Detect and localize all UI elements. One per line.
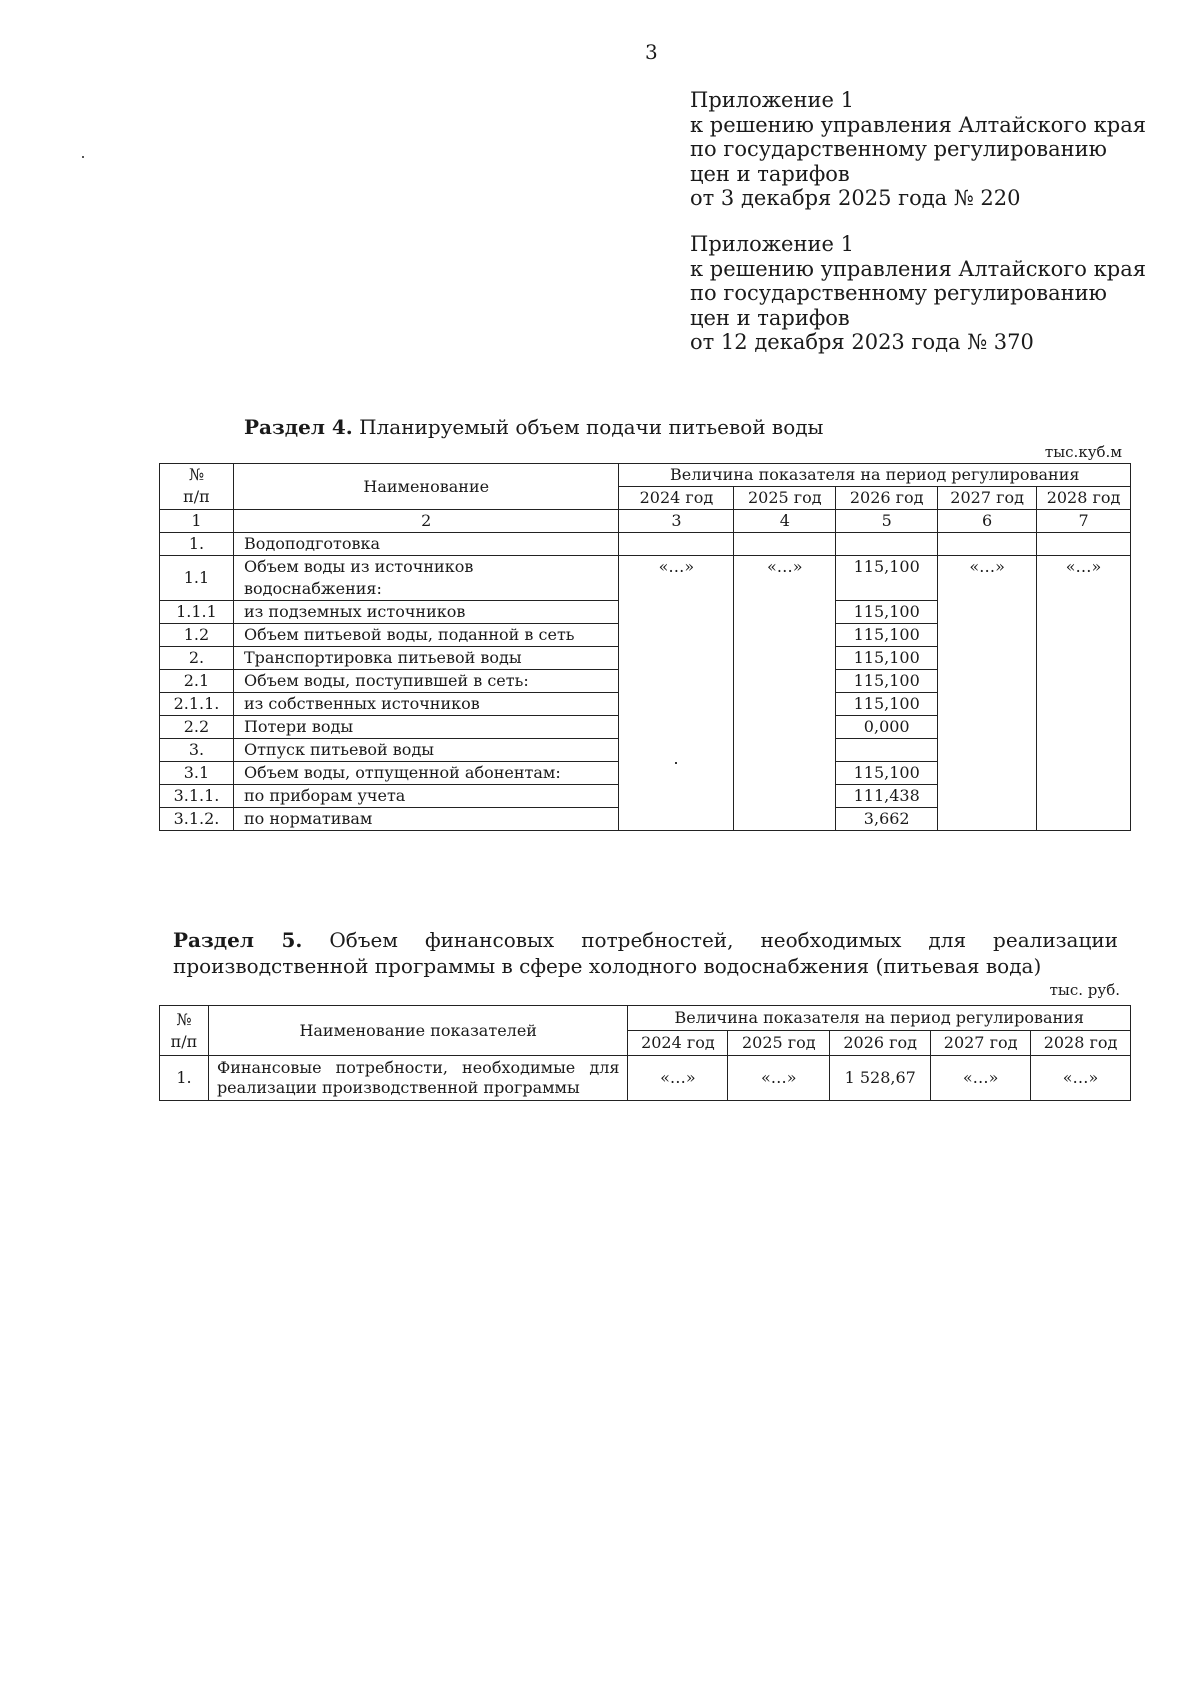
value-cell: «…» <box>628 1056 728 1101</box>
row-num: 1.1 <box>160 556 234 601</box>
page-number: 3 <box>645 40 658 64</box>
row-name: по приборам учета <box>233 785 619 808</box>
appendix-line: Приложение 1 <box>690 88 854 112</box>
row-num: 3.1 <box>160 762 234 785</box>
scan-speck <box>675 762 677 764</box>
appendix-line: к решению управления Алтайского края <box>690 256 1146 281</box>
section5-units: тыс. руб. <box>1049 981 1120 999</box>
header-period: Величина показателя на период регулирования <box>619 464 1131 487</box>
row-num: 2.2 <box>160 716 234 739</box>
appendix-line: цен и тарифов <box>690 305 850 330</box>
row-name: из собственных источников <box>233 693 619 716</box>
row-name: из подземных источников <box>233 601 619 624</box>
value-cell: «…» <box>1031 1056 1131 1101</box>
section5-title-line1-text: Объем финансовых потребностей, необходимых для реализации <box>302 928 1119 952</box>
value-cell: 1 528,67 <box>830 1056 931 1101</box>
value-2028: «…» <box>1065 557 1102 576</box>
col-number: 1 <box>160 510 234 533</box>
value-2026: 115,100 <box>836 601 938 624</box>
section5-title-line2: производственной программы в сфере холодного водоснабжения (питьевая вода) <box>173 954 1042 978</box>
section5-title <box>173 927 1118 979</box>
col-number: 4 <box>734 510 836 533</box>
section4-title-text: Планируемый объем подачи питьевой воды <box>352 415 824 439</box>
value-cell <box>836 533 938 556</box>
row-name: Транспортировка питьевой воды <box>233 647 619 670</box>
header-period: Величина показателя на период регулирования <box>628 1006 1131 1031</box>
value-2024: «…» <box>658 557 695 576</box>
value-2026: 0,000 <box>836 716 938 739</box>
value-cell <box>619 533 734 556</box>
value-2027: «…» <box>969 557 1005 576</box>
header-year: 2024 год <box>628 1031 728 1056</box>
row-name: по нормативам <box>233 808 619 831</box>
row-num: 1.1.1 <box>160 601 234 624</box>
header-year: 2025 год <box>728 1031 830 1056</box>
header-num <box>160 1006 209 1056</box>
appendix-line: по государственному регулированию <box>690 281 1107 305</box>
header-num-line1: № <box>188 465 205 484</box>
row-name: Финансовые потребности, необходимые для реализации производственной программы <box>208 1056 628 1101</box>
value-2027-merged <box>938 556 1037 831</box>
row-num: 3.1.2. <box>160 808 234 831</box>
value-2026: 115,100 <box>836 693 938 716</box>
row-name-line1: Объем воды из источников <box>243 557 474 576</box>
value-cell <box>734 533 836 556</box>
header-year: 2028 год <box>1037 487 1131 510</box>
value-2026: 115,100 <box>836 762 938 785</box>
row-name: Объем питьевой воды, поданной в сеть <box>233 624 619 647</box>
section4-title <box>244 414 823 440</box>
section5-title-bold: Раздел 5. <box>173 928 303 952</box>
row-name: Потери воды <box>233 716 619 739</box>
header-num-line2: п/п <box>170 1031 198 1051</box>
row-num: 2.1.1. <box>160 693 234 716</box>
col-number: 2 <box>233 510 619 533</box>
col-number: 5 <box>836 510 938 533</box>
section4-units: тыс.куб.м <box>1044 443 1122 461</box>
header-num <box>160 464 234 510</box>
col-number: 6 <box>938 510 1037 533</box>
row-name: Объем воды, поступившей в сеть: <box>233 670 619 693</box>
value-2026: 115,100 <box>836 556 938 601</box>
header-year: 2024 год <box>619 487 734 510</box>
header-name: Наименование показателей <box>208 1006 628 1056</box>
value-2026: 115,100 <box>836 670 938 693</box>
table-row <box>160 1056 1131 1101</box>
header-year: 2026 год <box>830 1031 931 1056</box>
section4-title-bold: Раздел 4. <box>244 415 353 439</box>
table-row <box>160 533 1131 556</box>
table-row <box>160 556 1131 601</box>
row-name: Объем воды, отпущенной абонентам: <box>233 762 619 785</box>
value-2026 <box>836 739 938 762</box>
header-num-line2: п/п <box>183 487 210 506</box>
appendix-line: от 12 декабря 2023 года № 370 <box>690 330 1034 354</box>
row-name: Отпуск питьевой воды <box>233 739 619 762</box>
value-2026: 115,100 <box>836 647 938 670</box>
col-number: 7 <box>1037 510 1131 533</box>
col-number: 3 <box>619 510 734 533</box>
value-2026: 111,438 <box>836 785 938 808</box>
row-num: 3. <box>160 739 234 762</box>
value-2026: 3,662 <box>836 808 938 831</box>
header-year: 2027 год <box>931 1031 1031 1056</box>
section4-table <box>159 463 1131 831</box>
scan-speck <box>82 156 84 158</box>
appendix-line: цен и тарифов <box>690 161 850 186</box>
value-cell <box>938 533 1037 556</box>
header-year: 2027 год <box>938 487 1037 510</box>
value-2026: 115,100 <box>836 624 938 647</box>
value-2024-merged <box>619 556 734 831</box>
appendix-original-block <box>690 232 1146 355</box>
header-name: Наименование <box>233 464 619 510</box>
appendix-line: от 3 декабря 2025 года № 220 <box>690 186 1021 210</box>
value-2025-merged <box>734 556 836 831</box>
header-year: 2025 год <box>734 487 836 510</box>
section5-title-line1 <box>173 927 1118 953</box>
section5-table <box>159 1005 1131 1101</box>
header-year: 2028 год <box>1031 1031 1131 1056</box>
value-2028-merged <box>1037 556 1131 831</box>
appendix-line: Приложение 1 <box>690 232 854 256</box>
appendix-current-block <box>690 88 1146 211</box>
row-num: 2.1 <box>160 670 234 693</box>
row-num: 1. <box>160 533 234 556</box>
value-2025: «…» <box>767 557 803 576</box>
header-num-line1: № <box>176 1009 192 1029</box>
row-num: 2. <box>160 647 234 670</box>
row-num: 3.1.1. <box>160 785 234 808</box>
value-cell <box>1037 533 1131 556</box>
header-year: 2026 год <box>836 487 938 510</box>
appendix-line: к решению управления Алтайского края <box>690 112 1146 137</box>
row-num: 1. <box>160 1056 209 1101</box>
row-name: Водоподготовка <box>233 533 619 556</box>
value-cell: «…» <box>728 1056 830 1101</box>
row-name <box>233 556 619 601</box>
appendix-line: по государственному регулированию <box>690 137 1107 161</box>
row-num: 1.2 <box>160 624 234 647</box>
value-cell: «…» <box>931 1056 1031 1101</box>
row-name-line2: водоснабжения: <box>243 579 382 598</box>
